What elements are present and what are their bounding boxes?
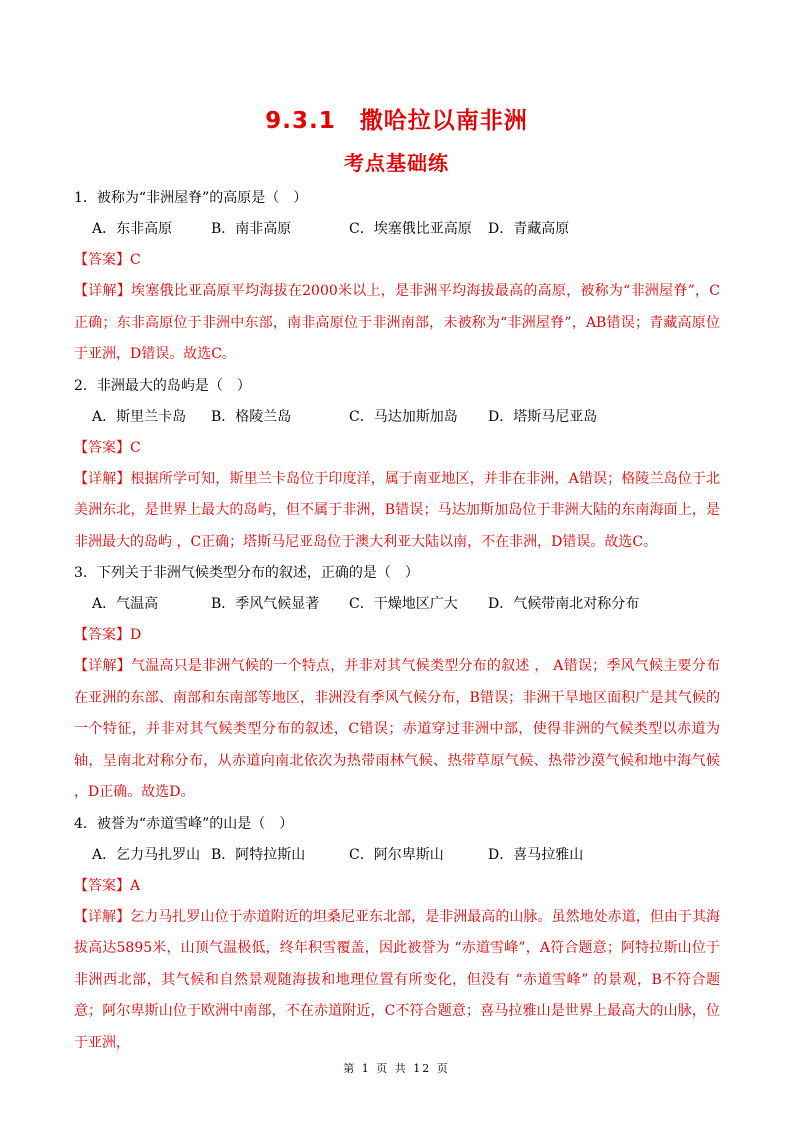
option-d: D．青藏高原 [488,221,570,237]
option-row [74,840,720,871]
option-a: A．气温高 [92,596,159,612]
option-b: B．阿特拉斯山 [211,846,306,863]
explanation: 【详解】气温高只是非洲气候的一个特点，并非对其气候类型分布的叙述 ， A错误；季风气候主要分布在亚洲的东部、南部和东南部等地区，非洲没有季风气候分布，B错误；非洲干旱地区面积广是其气候的一个特征，并非对其气候类型分布的叙述，C错误；赤道穿过非洲中部，使得非洲的气候类型以赤道为轴，呈南北对称分布，从赤道向南北依次为热带雨林气候、热带草原气候、热带沙漠气候和地中海气候 ，D正确。故选D。 [74,658,720,800]
option-c: C．阿尔卑斯山 [349,846,444,863]
question-3 [74,558,720,809]
question-2 [74,371,720,559]
answer-label: 【答案】C [74,252,141,268]
question-stem: 2．非洲最大的岛屿是（ ） [74,377,251,394]
explanation: 【详解】根据所学可知，斯里兰卡岛位于印度洋，属于南亚地区，并非在非洲，A错误；格陵兰岛位于北美洲东北，是世界上最大的岛屿，但不属于非洲，B错误；马达加斯加岛位于非洲大陆的东南海面上，是非洲最大的岛屿 ，C正确；塔斯马尼亚岛位于澳大利亚大陆以南，不在非洲，D错误。故选C。 [74,470,720,550]
option-d: D．塔斯马尼亚岛 [488,408,598,425]
option-d: D．气候带南北对称分布 [488,596,640,612]
section-subtitle: 考点基础练 [344,151,449,175]
answer-label: 【答案】C [74,439,141,456]
option-b: B．季风气候显著 [211,596,320,612]
option-row [74,589,720,620]
answer-label: 【答案】D [74,627,142,643]
question-list [74,183,720,1059]
answer-label: 【答案】A [74,877,141,894]
page-title: 9.3.1 撒哈拉以南非洲 [265,108,528,134]
question-1 [74,183,720,371]
option-a: A．乞力马扎罗山 [92,846,201,863]
question-stem: 4．被誉为“赤道雪峰”的山是（ ） [74,815,294,832]
question-stem: 3．下列关于非洲气候类型分布的叙述，正确的是（ ） [74,565,419,581]
option-row [74,402,720,433]
page-footer: 第 1 页 共 12 页 [343,1062,450,1075]
option-a: A．斯里兰卡岛 [92,408,187,425]
option-c: C．马达加斯加岛 [349,408,458,425]
option-a: A．东非高原 [92,221,173,237]
explanation: 【详解】乞力马扎罗山位于赤道附近的坦桑尼亚东北部，是非洲最高的山脉。虽然地处赤道，但由于其海拔高达5895米，山顶气温极低，终年积雪覆盖，因此被誉为 “赤道雪峰”，A符合题意；阿特拉斯山位于非洲西北部，其气候和自然景观随海拔和地理位置有所变化，但没有 “赤道雪峰” 的景观，B不符合题意；阿尔卑斯山位于欧洲中南部，不在赤道附近，C不符合题意；喜马拉雅山是世界上最高大的山脉，位于亚洲， [74,908,720,1051]
question-stem: 1．被称为“非洲屋脊”的高原是（ ） [74,190,308,206]
option-b: B．南非高原 [211,221,292,237]
question-4 [74,809,720,1060]
explanation: 【详解】埃塞俄比亚高原平均海拔在2000米以上，是非洲平均海拔最高的高原，被称为“非洲屋脊”，C正确；东非高原位于非洲中东部，南非高原位于非洲南部，未被称为“非洲屋脊”，AB错误；青藏高原位于亚洲，D错误。故选C。 [74,283,720,362]
option-c: C．干燥地区广大 [349,596,458,612]
option-b: B．格陵兰岛 [211,408,292,425]
option-row [74,214,720,245]
option-c: C．埃塞俄比亚高原 [349,221,472,237]
option-d: D．喜马拉雅山 [488,846,584,863]
